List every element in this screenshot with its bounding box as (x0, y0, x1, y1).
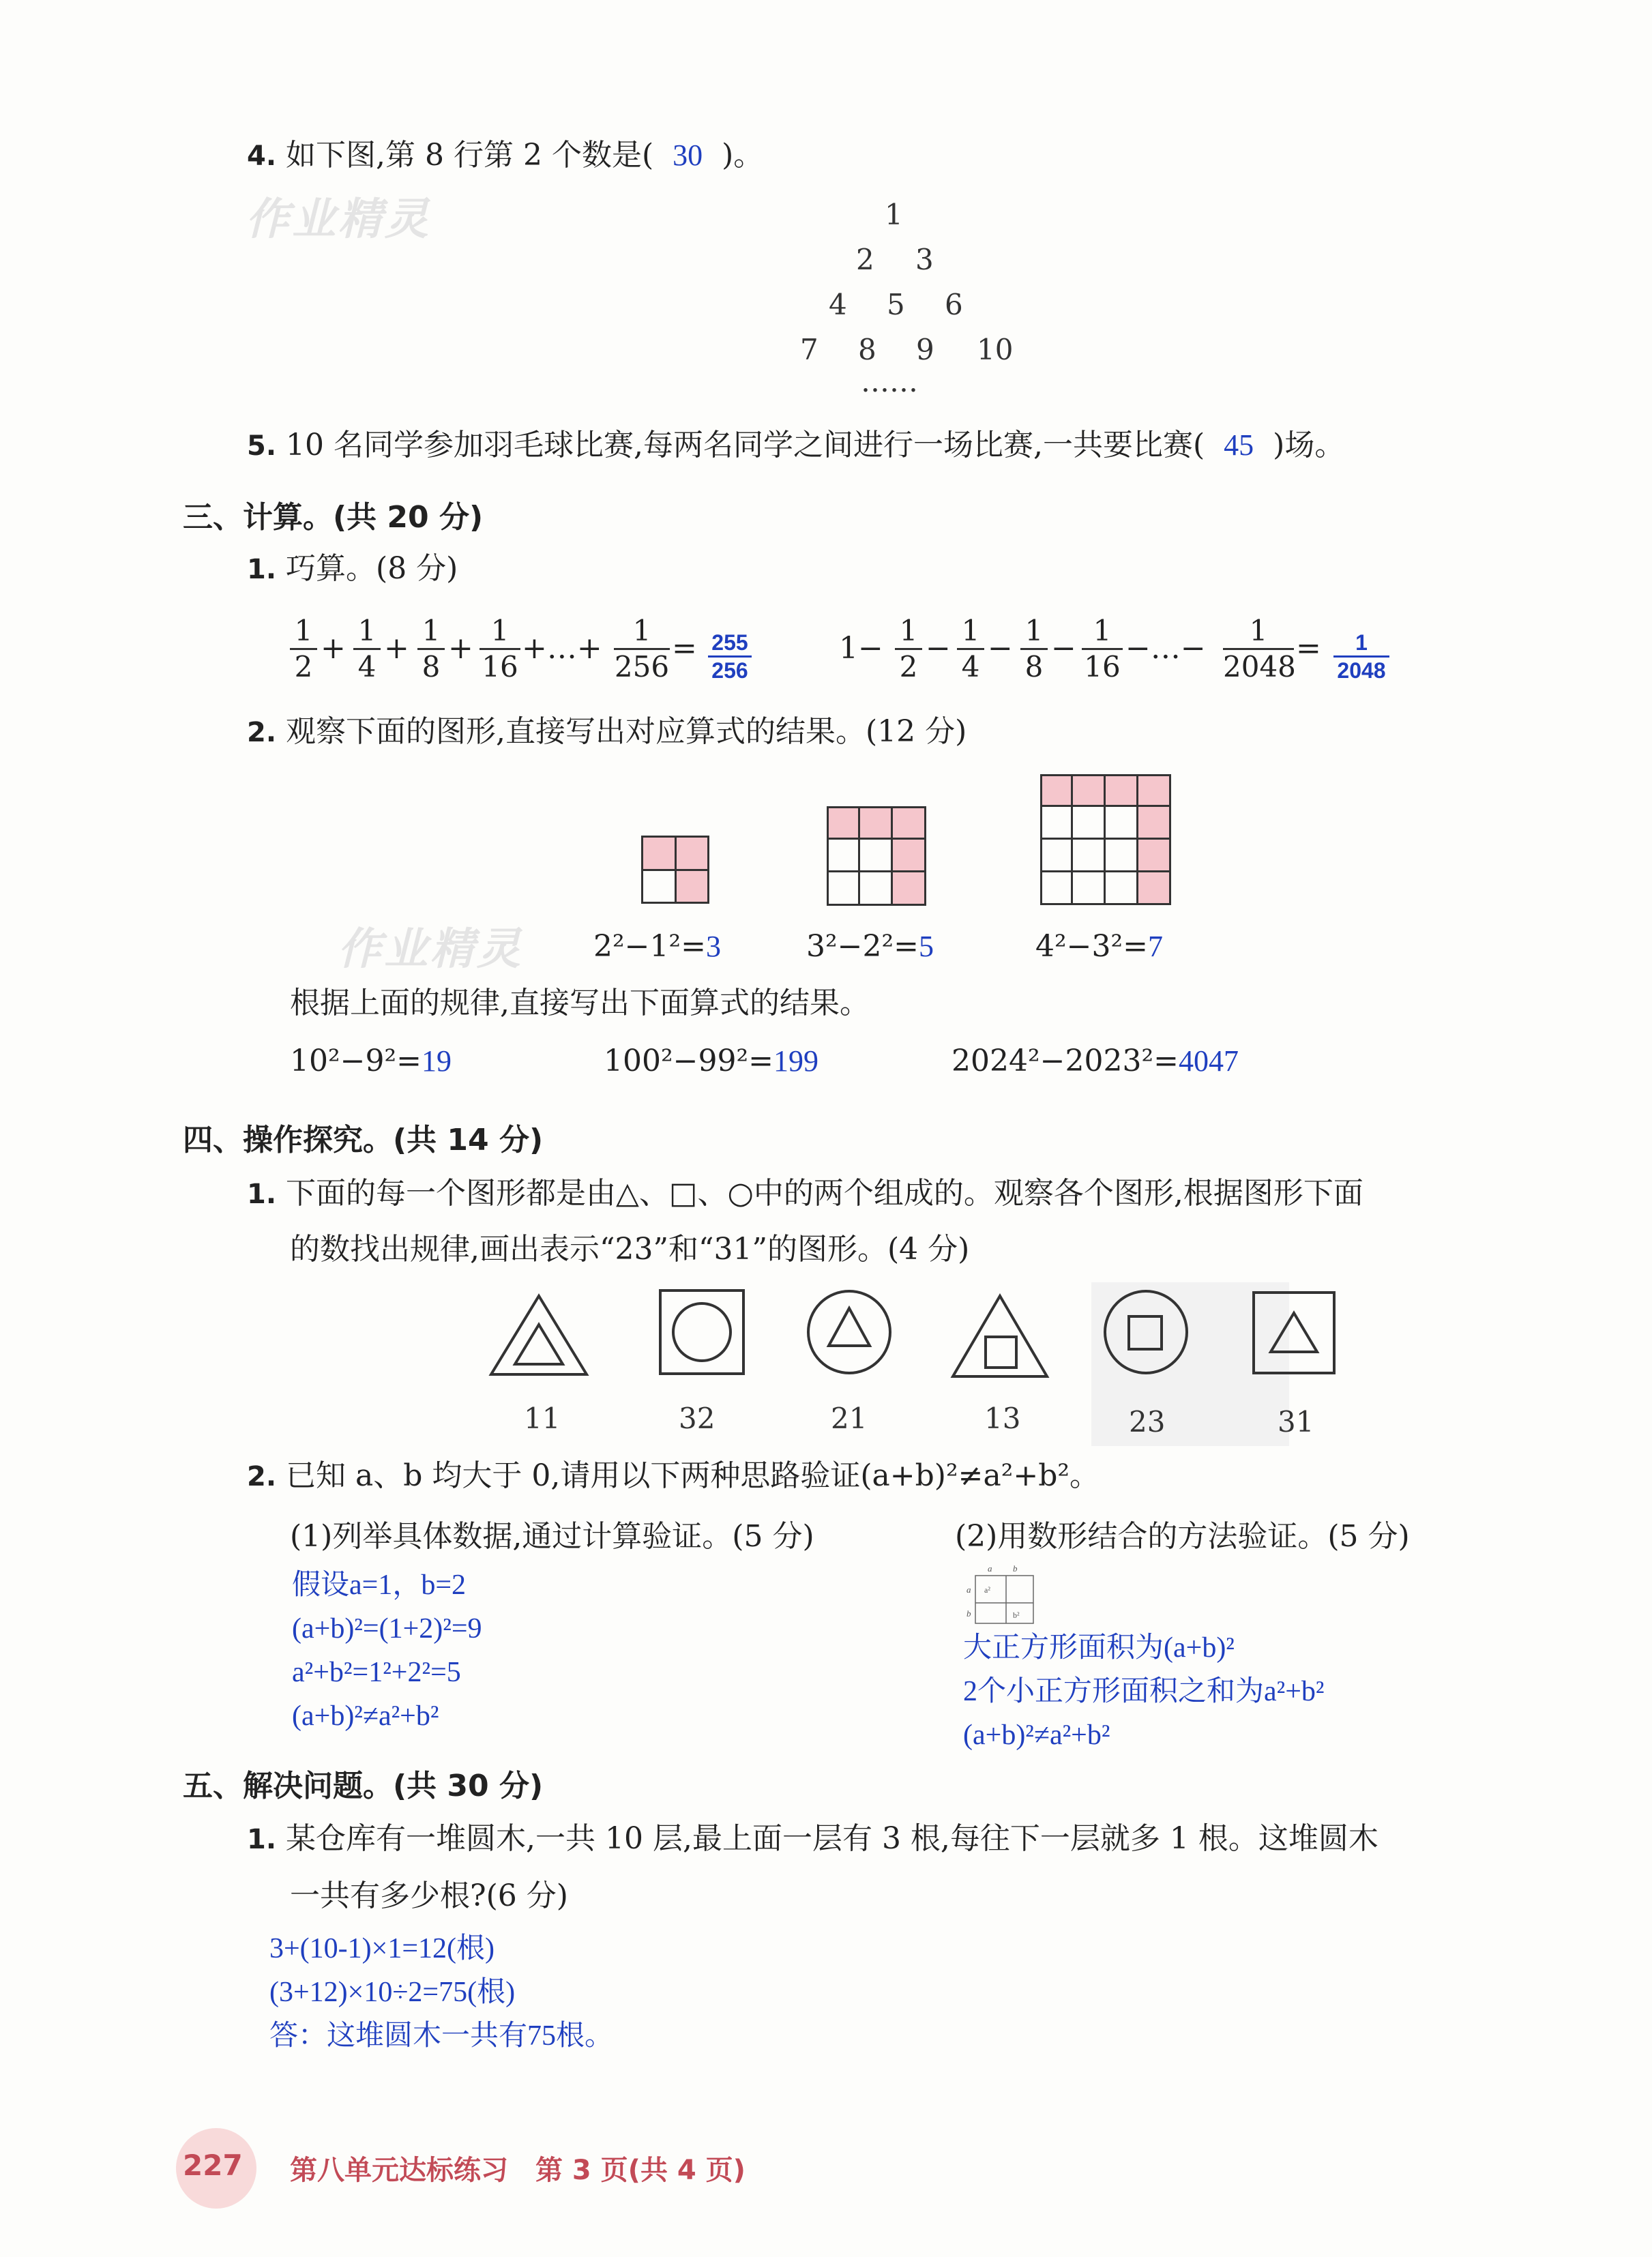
question-text: 某仓库有一堆圆木,一共 10 层,最上面一层有 3 根,每往下一层就多 1 根。这堆圆木 (286, 1821, 1378, 1856)
minus-sign: − (926, 631, 951, 666)
figure-expr-2: 3²−2²=5 (806, 929, 934, 964)
fraction: 1 2048 (1223, 614, 1296, 683)
figure-11-icon (491, 1296, 587, 1374)
grid-4x4 (1040, 774, 1171, 907)
question-number: 5. (247, 430, 277, 462)
grid-cell (891, 838, 926, 873)
grid-2x2 (641, 836, 709, 904)
fraction: 1 2 (290, 615, 317, 683)
grid-cell (1040, 774, 1073, 807)
fraction: 1 256 (614, 614, 670, 683)
problem-5-1 (247, 1820, 1378, 1859)
rule-text: 根据上面的规律,直接写出下面算式的结果。 (290, 986, 870, 1020)
question-number: 2. (247, 1461, 277, 1492)
question-text: 巧算。(8 分) (286, 551, 458, 586)
problem-4-1 (247, 1175, 1363, 1213)
rule-expr-3: 2024²−2023²=4047 (952, 1044, 1239, 1078)
fraction: 1 2 (895, 615, 922, 683)
figure-13-icon (953, 1296, 1047, 1376)
figure-label: 23 (1129, 1405, 1166, 1439)
section-title: 三、计算。(共 20 分) (183, 500, 484, 535)
question-number: 4. (247, 141, 277, 172)
minus-sign: − (1051, 631, 1076, 666)
answer: 7 (1148, 930, 1163, 963)
grid-cell (1104, 805, 1138, 840)
fraction: 1 8 (417, 615, 445, 683)
figure-label: 31 (1278, 1405, 1314, 1439)
answer: 45 (1224, 428, 1254, 462)
minus-sign: − (988, 631, 1013, 666)
question-4 (247, 136, 763, 175)
figure-32-icon (660, 1290, 743, 1374)
figure-label: 11 (524, 1402, 561, 1435)
question-text: 下面的每一个图形都是由△、□、○中的两个组成的。观察各个图形,根据图形下面 (286, 1176, 1363, 1211)
answer: 30 (673, 138, 703, 172)
grid-cell (1104, 870, 1138, 905)
figure-label: 13 (984, 1402, 1021, 1435)
minus-dots: −…− (1125, 631, 1206, 666)
grid-cell (891, 806, 926, 840)
question-number: 1. (247, 1824, 277, 1855)
answer: 3 (706, 930, 721, 963)
plus-sign: + (321, 631, 346, 666)
triangle-number: 4 (829, 288, 847, 321)
question-text: )场。 (1273, 428, 1345, 462)
grid-cell (1071, 838, 1106, 872)
answer: 199 (773, 1044, 818, 1078)
question-number: 2. (247, 717, 277, 748)
grid-cell (641, 869, 677, 904)
subquestion-2: (2)用数形结合的方法验证。(5 分) (955, 1519, 1410, 1554)
grid-cell (1136, 838, 1171, 872)
page-number: 227 (183, 2149, 243, 2182)
fraction: 1 8 (1020, 615, 1048, 683)
grid-cell (675, 869, 709, 904)
problem-3-1 (247, 550, 458, 589)
shape-figures (477, 1282, 1357, 1446)
grid-cell (858, 806, 894, 840)
triangle-number: 7 (800, 333, 818, 366)
section-title: 四、操作探究。(共 14 分) (183, 1123, 544, 1157)
question-text: )。 (722, 138, 764, 173)
handwritten-work-1: 假设a=1，b=2 (a+b)²=(1+2)²=9 a²+b²=1²+2²=5 (a+b)²≠a²+b² (292, 1569, 482, 1732)
rule-expr-1: 10²−9²=19 (290, 1044, 452, 1078)
diagram-label: b (1013, 1563, 1018, 1574)
lead-term: 1− (839, 631, 883, 666)
grid-cell (1136, 805, 1171, 840)
diagram-label: b (967, 1608, 971, 1619)
diagram-label: a (967, 1584, 971, 1595)
answer-fraction: 255 256 (708, 631, 752, 682)
section-title: 五、解决问题。(共 30 分) (183, 1769, 544, 1803)
triangle-number: 5 (887, 288, 905, 321)
figure-label: 21 (831, 1402, 868, 1435)
figure-expr-1: 2²−1²=3 (593, 929, 721, 964)
equals-sign: = (1296, 631, 1321, 666)
triangle-number: 3 (915, 243, 934, 276)
triangle-number: 9 (916, 333, 934, 366)
plus-sign: + (448, 631, 473, 666)
grid-cell (1040, 870, 1073, 905)
question-text: 观察下面的图形,直接写出对应算式的结果。(12 分) (286, 714, 967, 749)
fraction: 1 4 (957, 615, 984, 683)
problem-4-2 (247, 1457, 1100, 1496)
fraction: 1 16 (1082, 615, 1123, 683)
diagram-label: a² (984, 1585, 990, 1595)
question-text: 的数找出规律,画出表示“23”和“31”的图形。(4 分) (290, 1232, 970, 1267)
grid-cell (891, 870, 926, 906)
grid-cell (827, 838, 860, 873)
grid-3x3 (827, 806, 928, 906)
grid-cell (1104, 838, 1138, 872)
answer: 5 (919, 930, 934, 963)
question-text: 已知 a、b 均大于 0,请用以下两种思路验证(a+b)²≠a²+b²。 (286, 1458, 1100, 1493)
equals-sign: = (672, 631, 697, 666)
grid-cell (827, 870, 860, 906)
rule-expr-2: 100²−99²=199 (604, 1044, 818, 1078)
diagram-label: a (988, 1563, 992, 1574)
figure-expr-3: 4²−3²=7 (1035, 929, 1163, 964)
triangle-number: 10 (977, 333, 1014, 366)
question-5 (247, 426, 1344, 465)
grid-cell (827, 806, 860, 840)
triangle-number: 1 (885, 198, 903, 231)
grid-cell (675, 836, 709, 871)
answer-fraction: 1 2048 (1333, 631, 1389, 682)
figure-label: 32 (679, 1402, 716, 1435)
fraction: 1 4 (353, 615, 381, 683)
square-diagram (965, 1562, 1040, 1627)
grid-cell (1104, 774, 1138, 807)
triangle-number: 8 (858, 333, 876, 366)
watermark: 作业精灵 (338, 924, 523, 975)
watermark: 作业精灵 (246, 194, 431, 245)
footer-title: 第八单元达标练习 第 3 页(共 4 页) (290, 2155, 746, 2186)
grid-cell (1071, 774, 1106, 807)
question-text: 如下图,第 8 行第 2 个数是( (286, 138, 654, 173)
answer: 19 (422, 1044, 452, 1078)
grid-cell (641, 836, 677, 871)
grid-cell (1136, 774, 1171, 807)
grid-cell (1040, 805, 1073, 840)
question-number: 1. (247, 1179, 277, 1210)
grid-cell (1071, 870, 1106, 905)
question-text: 一共有多少根?(6 分) (290, 1878, 568, 1913)
triangle-number: 6 (945, 288, 963, 321)
plus-dots: +…+ (522, 631, 602, 666)
triangle-dots: …… (861, 365, 918, 398)
triangle-number: 2 (856, 243, 874, 276)
question-text: 10 名同学参加羽毛球比赛,每两名同学之间进行一场比赛,一共要比赛( (286, 428, 1205, 462)
subquestion-1: (1)列举具体数据,通过计算验证。(5 分) (290, 1519, 814, 1554)
problem-3-2 (247, 713, 967, 752)
handwritten-solution: 3+(10-1)×1=12(根) (3+12)×10÷2=75(根) 答：这堆圆木一共有75根。 (269, 1933, 614, 2052)
grid-cell (858, 838, 894, 873)
plus-sign: + (384, 631, 409, 666)
question-number: 1. (247, 554, 277, 585)
grid-cell (1136, 870, 1171, 905)
grid-cell (858, 870, 894, 906)
figure-21-icon (808, 1291, 890, 1373)
diagram-label: b² (1013, 1610, 1020, 1620)
fraction: 1 16 (480, 615, 520, 683)
handwritten-work-2: 大正方形面积为(a+b)² 2个小正方形面积之和为a²+b² (a+b)²≠a²+b² (963, 1632, 1325, 1751)
grid-cell (1040, 838, 1073, 872)
answer: 4047 (1178, 1044, 1239, 1078)
grid-cell (1071, 805, 1106, 840)
